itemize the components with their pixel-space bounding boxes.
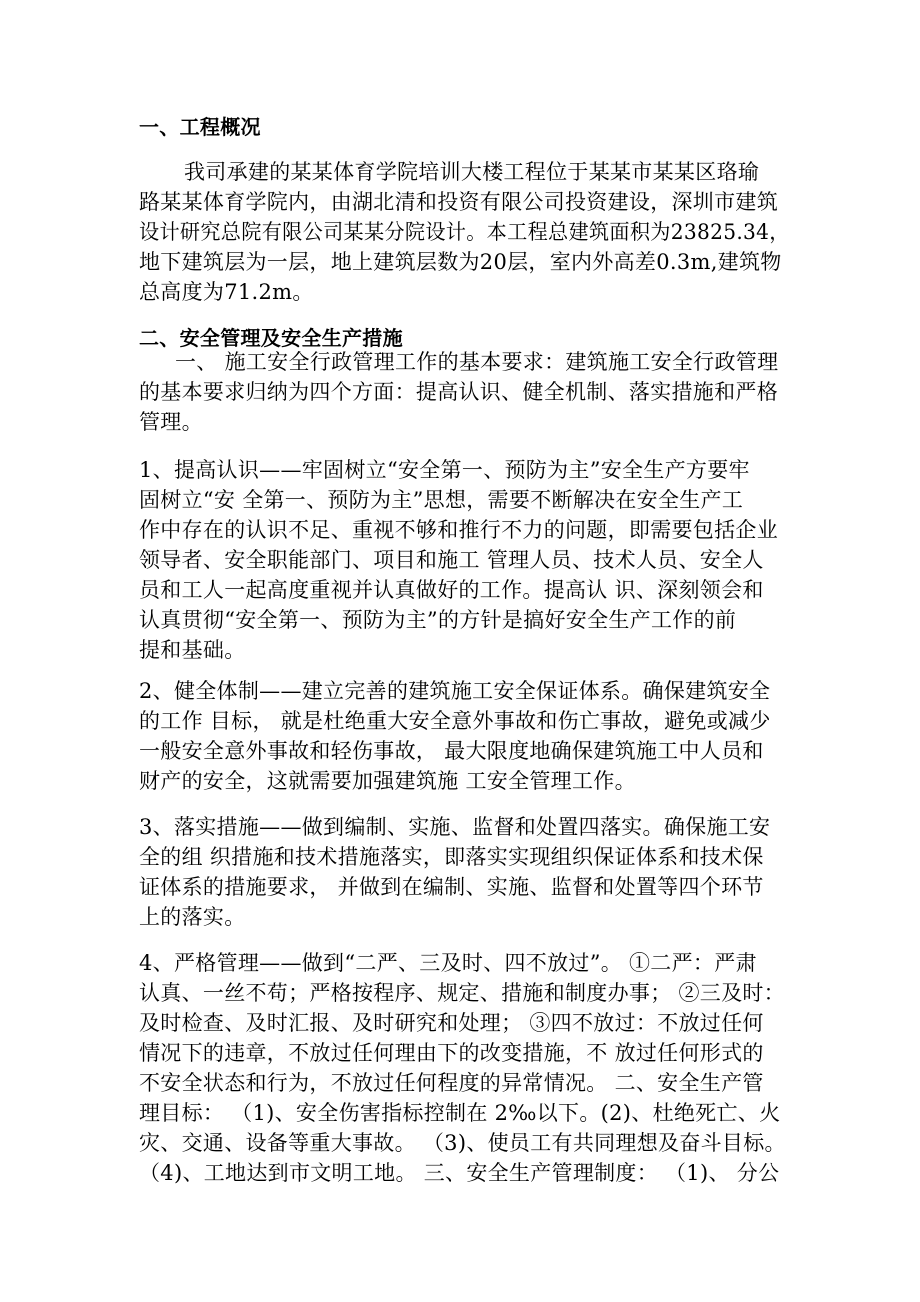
paragraph-line: 4、严格管理——做到“二严、三及时、四不放过”。 ①二严：严肃 [139, 951, 757, 975]
paragraph-line: 全的组 织措施和技术措施落实，即落实实现组织保证体系和技术保 [139, 845, 764, 869]
paragraph-line: 3、落实措施——做到编制、实施、监督和处置四落实。确保施工安 [139, 815, 771, 839]
paragraph-line: 理目标： （1)、安全伤害指标控制在 2‰以下。(2)、杜绝死亡、火 [139, 1101, 781, 1125]
paragraph-line: 的基本要求归纳为四个方面：提高认识、健全机制、落实措施和严格 [139, 380, 778, 404]
paragraph-line: （4)、工地达到市文明工地。 三、安全生产管理制度： （1)、 分公 [139, 1161, 780, 1185]
paragraph-line: 证体系的措施要求， 并做到在编制、实施、监督和处置等四个环节 [139, 875, 764, 899]
paragraph-line: 管理。 [139, 410, 203, 434]
paragraph-line: 地下建筑层为一层，地上建筑层数为20层，室内外高差0.3m,建筑物 [139, 250, 782, 274]
paragraph-line: 作中存在的认识不足、重视不够和推行不力的问题，即需要包括企业 [139, 518, 778, 542]
paragraph-line: 固树立“安 全第一、预防为主”思想，需要不断解决在安全生产工 [139, 488, 744, 512]
paragraph-line: 领导者、安全职能部门、项目和施工 管理人员、技术人员、安全人 [139, 548, 764, 572]
paragraph-line: 认真、一丝不苟；严格按程序、规定、措施和制度办事； ②三及时： [139, 981, 785, 1005]
paragraph-line: 一般安全意外事故和轻伤事故， 最大限度地确保建筑施工中人员和 [139, 739, 764, 763]
paragraph-line: 2、健全体制——建立完善的建筑施工安全保证体系。确保建筑安全 [139, 679, 771, 703]
paragraph-line: 不安全状态和行为，不放过任何程度的异常情况。 二、安全生产管 [139, 1071, 764, 1095]
paragraph-line: 员和工人一起高度重视并认真做好的工作。提高认 识、深刻领会和 [139, 578, 764, 602]
paragraph-line: 1、提高认识——牢固树立“安全第一、预防为主”安全生产方要牢 [139, 458, 750, 482]
paragraph-line: 的工作 目标， 就是杜绝重大安全意外事故和伤亡事故，避免或减少 [139, 709, 771, 733]
paragraph-line: 路某某体育学院内，由湖北清和投资有限公司投资建设，深圳市建筑 [139, 190, 778, 214]
section-heading-safety: 二、安全管理及安全生产措施 [139, 326, 403, 350]
paragraph-line: 灾、交通、设备等重大事故。 （3)、使员工有共同理想及奋斗目标。 [139, 1131, 786, 1155]
section-heading-overview: 一、工程概况 [139, 115, 261, 139]
paragraph-line: 财产的安全，这就需要加强建筑施 工安全管理工作。 [139, 769, 636, 793]
paragraph-line: 总高度为71.2m。 [139, 280, 314, 304]
paragraph-line: 设计研究总院有限公司某某分院设计。本工程总建筑面积为23825.34， [139, 220, 790, 244]
paragraph-line: 认真贯彻“安全第一、预防为主”的方针是搞好安全生产工作的前 [139, 608, 737, 632]
paragraph-line: 一、 施工安全行政管理工作的基本要求：建筑施工安全行政管理 [175, 350, 779, 374]
paragraph-line: 情况下的违章，不放过任何理由下的改变措施，不 放过任何形式的 [139, 1041, 764, 1065]
paragraph-line: 提和基础。 [139, 638, 246, 662]
paragraph-line: 我司承建的某某体育学院培训大楼工程位于某某市某某区珞瑜 [184, 160, 760, 184]
paragraph-line: 及时检查、及时汇报、及时研究和处理； ③四不放过：不放过任何 [139, 1011, 764, 1035]
paragraph-line: 上的落实。 [139, 905, 246, 929]
